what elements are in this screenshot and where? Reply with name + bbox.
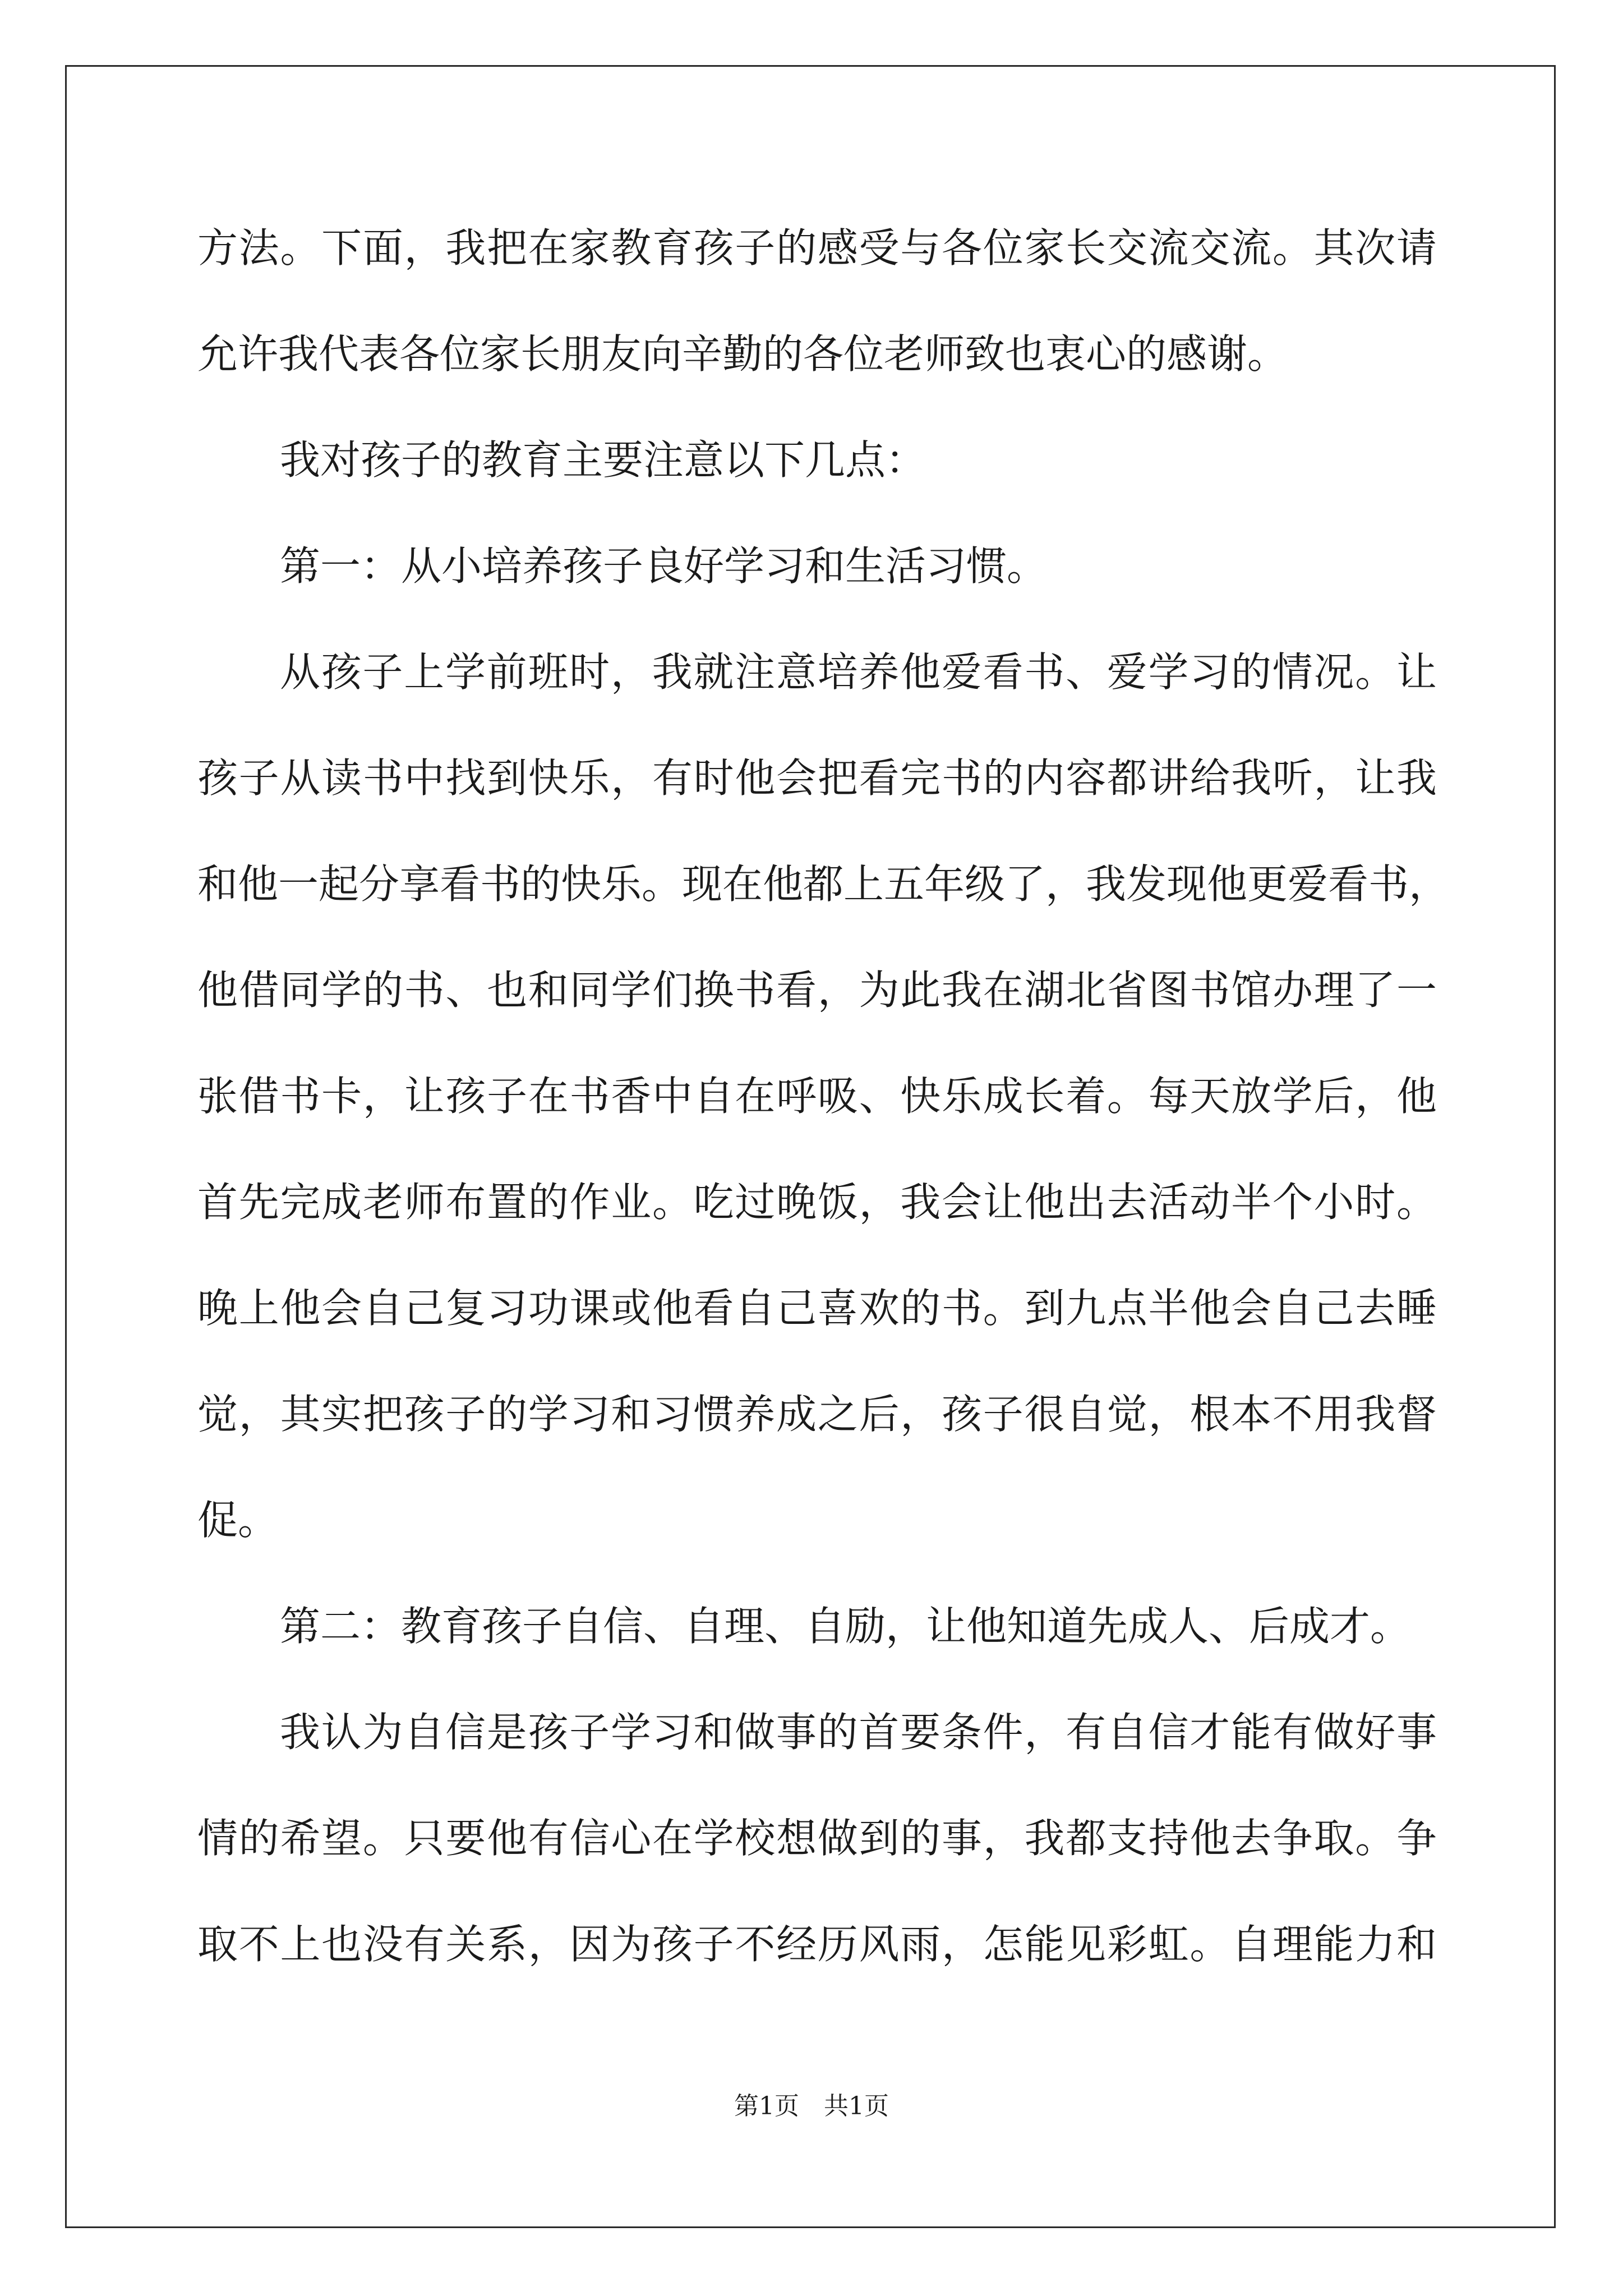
text-line: 孩子从读书中找到快乐，有时他会把看完书的内容都讲给我听，让我 [197,754,1437,802]
text-line: 他借同学的书、也和同学们换书看，为此我在湖北省图书馆办理了一 [197,967,1437,1014]
text-line: 促。 [197,1497,279,1544]
text-line: 和他一起分享看书的快乐。现在他都上五年级了，我发现他更爱看书， [197,861,1450,908]
text-line: 取不上也没有关系，因为孩子不经历风雨，怎能见彩虹。自理能力和 [197,1921,1437,1968]
text-line: 我认为自信是孩子学习和做事的首要条件，有自信才能有做好事 [280,1709,1437,1756]
text-line: 从孩子上学前班时，我就注意培养他爱看书、爱学习的情况。让 [280,648,1437,696]
text-line: 觉，其实把孩子的学习和习惯养成之后，孩子很自觉，根本不用我督 [197,1391,1437,1438]
text-line: 我对孩子的教育主要注意以下几点： [280,436,926,484]
page-number-footer: 第1页 共1页 [734,2092,889,2120]
text-line: 方法。下面，我把在家教育孩子的感受与各位家长交流交流。其次请 [197,224,1437,272]
text-line: 情的希望。只要他有信心在学校想做到的事，我都支持他去争取。争 [197,1815,1437,1862]
text-line: 允许我代表各位家长朋友向辛勤的各位老师致也衷心的感谢。 [197,330,1288,378]
text-line: 首先完成老师布置的作业。吃过晚饭，我会让他出去活动半个小时。 [197,1179,1437,1226]
text-line: 张借书卡，让孩子在书香中自在呼吸、快乐成长着。每天放学后，他 [197,1073,1437,1120]
text-line: 第一：从小培养孩子良好学习和生活习惯。 [280,542,1048,590]
text-line: 第二：教育孩子自信、自理、自励，让他知道先成人、后成才。 [280,1603,1411,1650]
text-line: 晚上他会自己复习功课或他看自己喜欢的书。到九点半他会自己去睡 [197,1285,1437,1332]
document-body [197,214,1450,2017]
